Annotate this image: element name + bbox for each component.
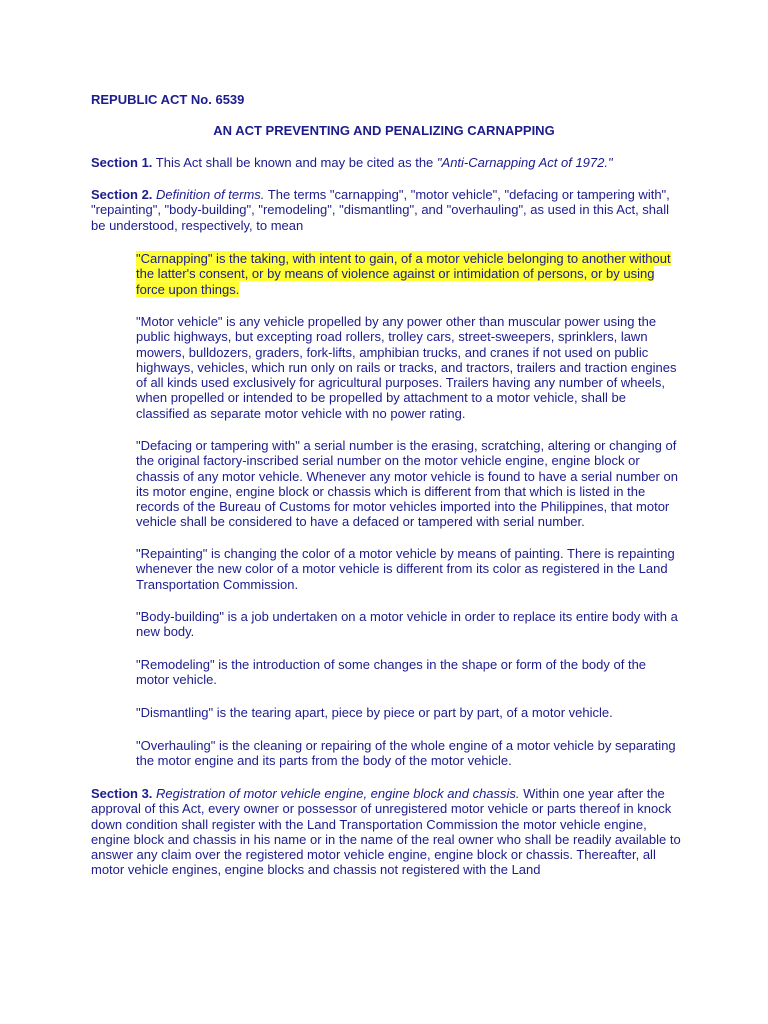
act-title: AN ACT PREVENTING AND PENALIZING CARNAPPING bbox=[213, 123, 555, 138]
definition-remodeling: "Remodeling" is the introduction of some changes in the shape or form of the body of the motor vehicle. bbox=[136, 657, 647, 688]
definition-defacing: "Defacing or tampering with" a serial number is the erasing, scratching, altering or changing of the original factory-inscribed serial number on the motor vehicle engine, engine block or chassis of any motor vehicle. Whenever any motor vehicle is found to have a serial number on its motor engine, engine block or chassis which is different from that which is listed in the records of the Bureau of Customs for motor vehicles imported into the Philippines, that motor vehicle shall be considered to have a defaced or tampered with serial number. bbox=[136, 438, 678, 530]
section-2 bbox=[91, 187, 681, 233]
section-3-label: Section 3. bbox=[91, 786, 153, 801]
section-1-text: This Act shall be known and may be cited as the bbox=[152, 155, 437, 170]
section-3 bbox=[91, 786, 681, 878]
definition-carnapping bbox=[136, 251, 682, 297]
section-3-text: Within one year after the approval of this Act, every owner or possessor of unregistered motor vehicle or parts thereof in knock down condition shall register with the Land Transportation Commission the motor vehicle engine, engine block and chassis in his name or in the name of the real owner who shall be readily available to answer any claim over the registered motor vehicle engine, engine block or chassis. Thereafter, all motor vehicle engines, engine blocks and chassis not registered with the Land bbox=[91, 786, 681, 878]
definition-carnapping-text: "Carnapping" is the taking, with intent to gain, of a motor vehicle belonging to another without the latter's consent, or by means of violence against or intimidation of persons, or by using force upon things. bbox=[136, 251, 671, 297]
section-2-label: Section 2. bbox=[91, 187, 153, 202]
section-2-heading: Definition of terms. bbox=[156, 187, 265, 202]
definition-dismantling: "Dismantling" is the tearing apart, piece by piece or part by part, of a motor vehicle. bbox=[136, 705, 613, 720]
section-3-heading: Registration of motor vehicle engine, engine block and chassis. bbox=[156, 786, 520, 801]
definition-repainting: "Repainting" is changing the color of a motor vehicle by means of painting. There is repainting whenever the new color of a motor vehicle is different from its color as registered in the Land Transportation Commission. bbox=[136, 546, 675, 592]
definition-motor-vehicle: "Motor vehicle" is any vehicle propelled by any power other than muscular power using the public highways, but excepting road rollers, trolley cars, street-sweepers, sprinklers, lawn mowers, bulldozers, graders, fork-lifts, amphibian trucks, and cranes if not used on public highways, vehicles, which run only on rails or tracks, and tractors, trailers and traction engines of all kinds used exclusively for agricultural purposes. Trailers having any number of wheels, when propelled or intended to be propelled by attachment to a motor vehicle, shall be classified as separate motor vehicle with no power rating. bbox=[136, 314, 677, 421]
section-1 bbox=[91, 155, 681, 170]
section-1-short-title: "Anti-Carnapping Act of 1972." bbox=[436, 155, 613, 170]
definition-overhauling: "Overhauling" is the cleaning or repairing of the whole engine of a motor vehicle by separating the motor engine and its parts from the body of the motor vehicle. bbox=[136, 738, 676, 769]
definition-body-building: "Body-building" is a job undertaken on a motor vehicle in order to replace its entire body with a new body. bbox=[136, 609, 678, 640]
section-2-intro: The terms "carnapping", "motor vehicle", "defacing or tampering with", "repainting", "body-building", "remodeling", "dismantling", and "overhauling", as used in this Act, shall be understood, respectively, to mean bbox=[91, 187, 670, 233]
act-number: REPUBLIC ACT No. 6539 bbox=[91, 92, 245, 107]
section-1-label: Section 1. bbox=[91, 155, 153, 170]
